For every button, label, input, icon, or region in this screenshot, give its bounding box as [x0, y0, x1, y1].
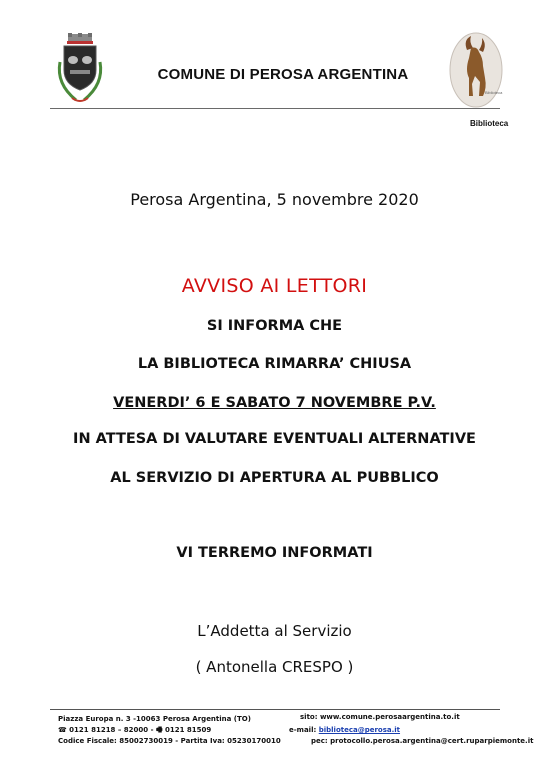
notice-line-4: IN ATTESA DI VALUTARE EVENTUALI ALTERNATIVE: [73, 431, 476, 447]
fax-number: 0121 81509: [162, 726, 212, 734]
email-label: e-mail:: [289, 726, 319, 734]
notice-line-1: SI INFORMA CHE: [206, 318, 343, 334]
header-divider: [50, 108, 500, 109]
footer-pec: pec: protocollo.perosa.argentina@cert.ruparpiemonte.it: [311, 737, 534, 745]
footer-fiscal: Codice Fiscale: 85002730019 - Partita Iva: 05230170010: [58, 737, 281, 745]
signature-name: ( Antonella CRESPO ): [195, 658, 354, 676]
page-title: COMUNE DI PEROSA ARGENTINA: [157, 66, 409, 83]
footer-email: [289, 726, 400, 734]
notice-line-2: LA BIBLIOTECA RIMARRA’ CHIUSA: [137, 356, 412, 372]
logo-caption: Biblioteca: [485, 90, 503, 95]
phone-numbers: ☎ 0121 81218 – 82000 -: [58, 726, 156, 734]
notice-headline: AVVISO AI LETTORI: [181, 275, 368, 297]
ibex-library-logo-icon: [449, 32, 503, 108]
document-date: Perosa Argentina, 5 novembre 2020: [130, 190, 419, 209]
fax-icon: 🖷: [155, 726, 163, 734]
notice-line-6: VI TERREMO INFORMATI: [176, 545, 373, 561]
signature-role: L’Addetta al Servizio: [197, 622, 352, 640]
footer-address: Piazza Europa n. 3 -10063 Perosa Argentina (TO): [58, 715, 251, 723]
coat-of-arms-icon: [52, 32, 108, 108]
notice-line-dates: VENERDI’ 6 E SABATO 7 NOVEMBRE P.V.: [113, 395, 436, 411]
notice-line-5: AL SERVIZIO DI APERTURA AL PUBBLICO: [110, 470, 439, 486]
footer-site: sito: www.comune.perosaargentina.to.it: [300, 713, 460, 721]
footer-phone: [58, 726, 211, 737]
footer-divider: [50, 709, 500, 710]
email-link[interactable]: biblioteca@perosa.it: [318, 726, 401, 734]
department-label: Biblioteca: [470, 119, 509, 128]
